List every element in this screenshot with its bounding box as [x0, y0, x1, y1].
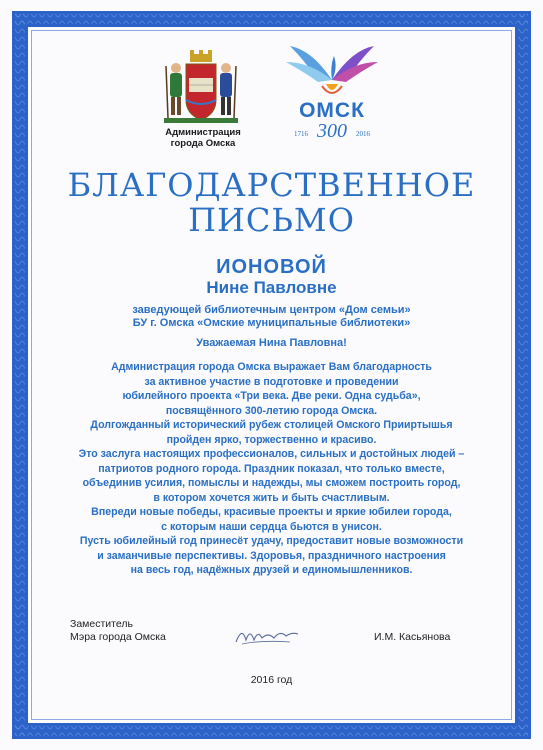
position-line1: заведующей библиотечным центром «Дом семьи» [132, 304, 411, 316]
omsk-year-start: 1716 [294, 130, 308, 138]
body-line: в котором хочется жить и быть счастливым. [153, 491, 390, 504]
body-line: Это заслуга настоящих профессионалов, сильных и достойных людей – [78, 448, 465, 460]
salutation: Уважаемая Нина Павловна! [196, 337, 347, 349]
admin-title-line1: Администрация [165, 127, 241, 138]
coat-of-arms-icon [156, 48, 246, 126]
body-line: на весь год, надёжных друзей и единомышленников. [130, 564, 413, 576]
body-line: за активное участие в подготовке и проведении [144, 375, 399, 388]
recipient-position [0, 304, 543, 330]
document-year: 2016 год [250, 674, 293, 686]
body-line: с которым наши сердца бьются в унисон. [161, 520, 382, 533]
body-line: посвящённого 300-летию города Омска. [165, 404, 378, 417]
omsk-years [282, 120, 382, 142]
signer-title-line2: Мэра города Омска [70, 631, 166, 643]
body-line: и заманчивые перспективы. Здоровья, праздничного настроения [97, 549, 446, 562]
body-line: Впереди новые победы, красивые проекты и яркие юбилеи города, [91, 506, 452, 518]
body-line: Долгожданный исторический рубеж столицей Омского Прииртышья [90, 419, 453, 431]
document-title-line1: БЛАГОДАРСТВЕННОЕ [67, 166, 476, 204]
body-line: Пусть юбилейный год принесёт удачу, предоставит новые возможности [79, 535, 464, 547]
letter-body [60, 360, 483, 578]
body-line: объединив усилия, помыслы и надежды, мы сможем построить город, [82, 477, 461, 489]
signer-name: И.М. Касьянова [374, 631, 451, 643]
signer-title-line1: Заместитель [70, 618, 133, 630]
body-line: Администрация города Омска выражает Вам благодарность [111, 361, 432, 373]
administration-title [148, 127, 258, 149]
handwritten-signature-icon [232, 620, 302, 650]
position-line2: БУ г. Омска «Омские муниципальные библиотеки» [132, 317, 411, 329]
omsk-logo-text: ОМСК [299, 99, 365, 122]
omsk-300-number: 300 [317, 120, 347, 142]
body-line: пройден ярко, торжественно и красиво. [166, 433, 377, 446]
body-line: патриотов родного города. Праздник показал, что только вместе, [98, 462, 445, 475]
omsk-300-bird-icon [282, 40, 382, 100]
signer-title [70, 618, 166, 644]
admin-title-line2: города Омска [170, 138, 236, 149]
omsk-year-end: 2016 [356, 130, 370, 138]
document-title-line2: ПИСЬМО [188, 201, 355, 239]
recipient-last-name: ИОНОВОЙ [216, 256, 327, 278]
recipient-first-names: Нине Павловне [206, 278, 337, 297]
body-line: юбилейного проекта «Три века. Две реки. Одна судьба», [122, 390, 421, 402]
